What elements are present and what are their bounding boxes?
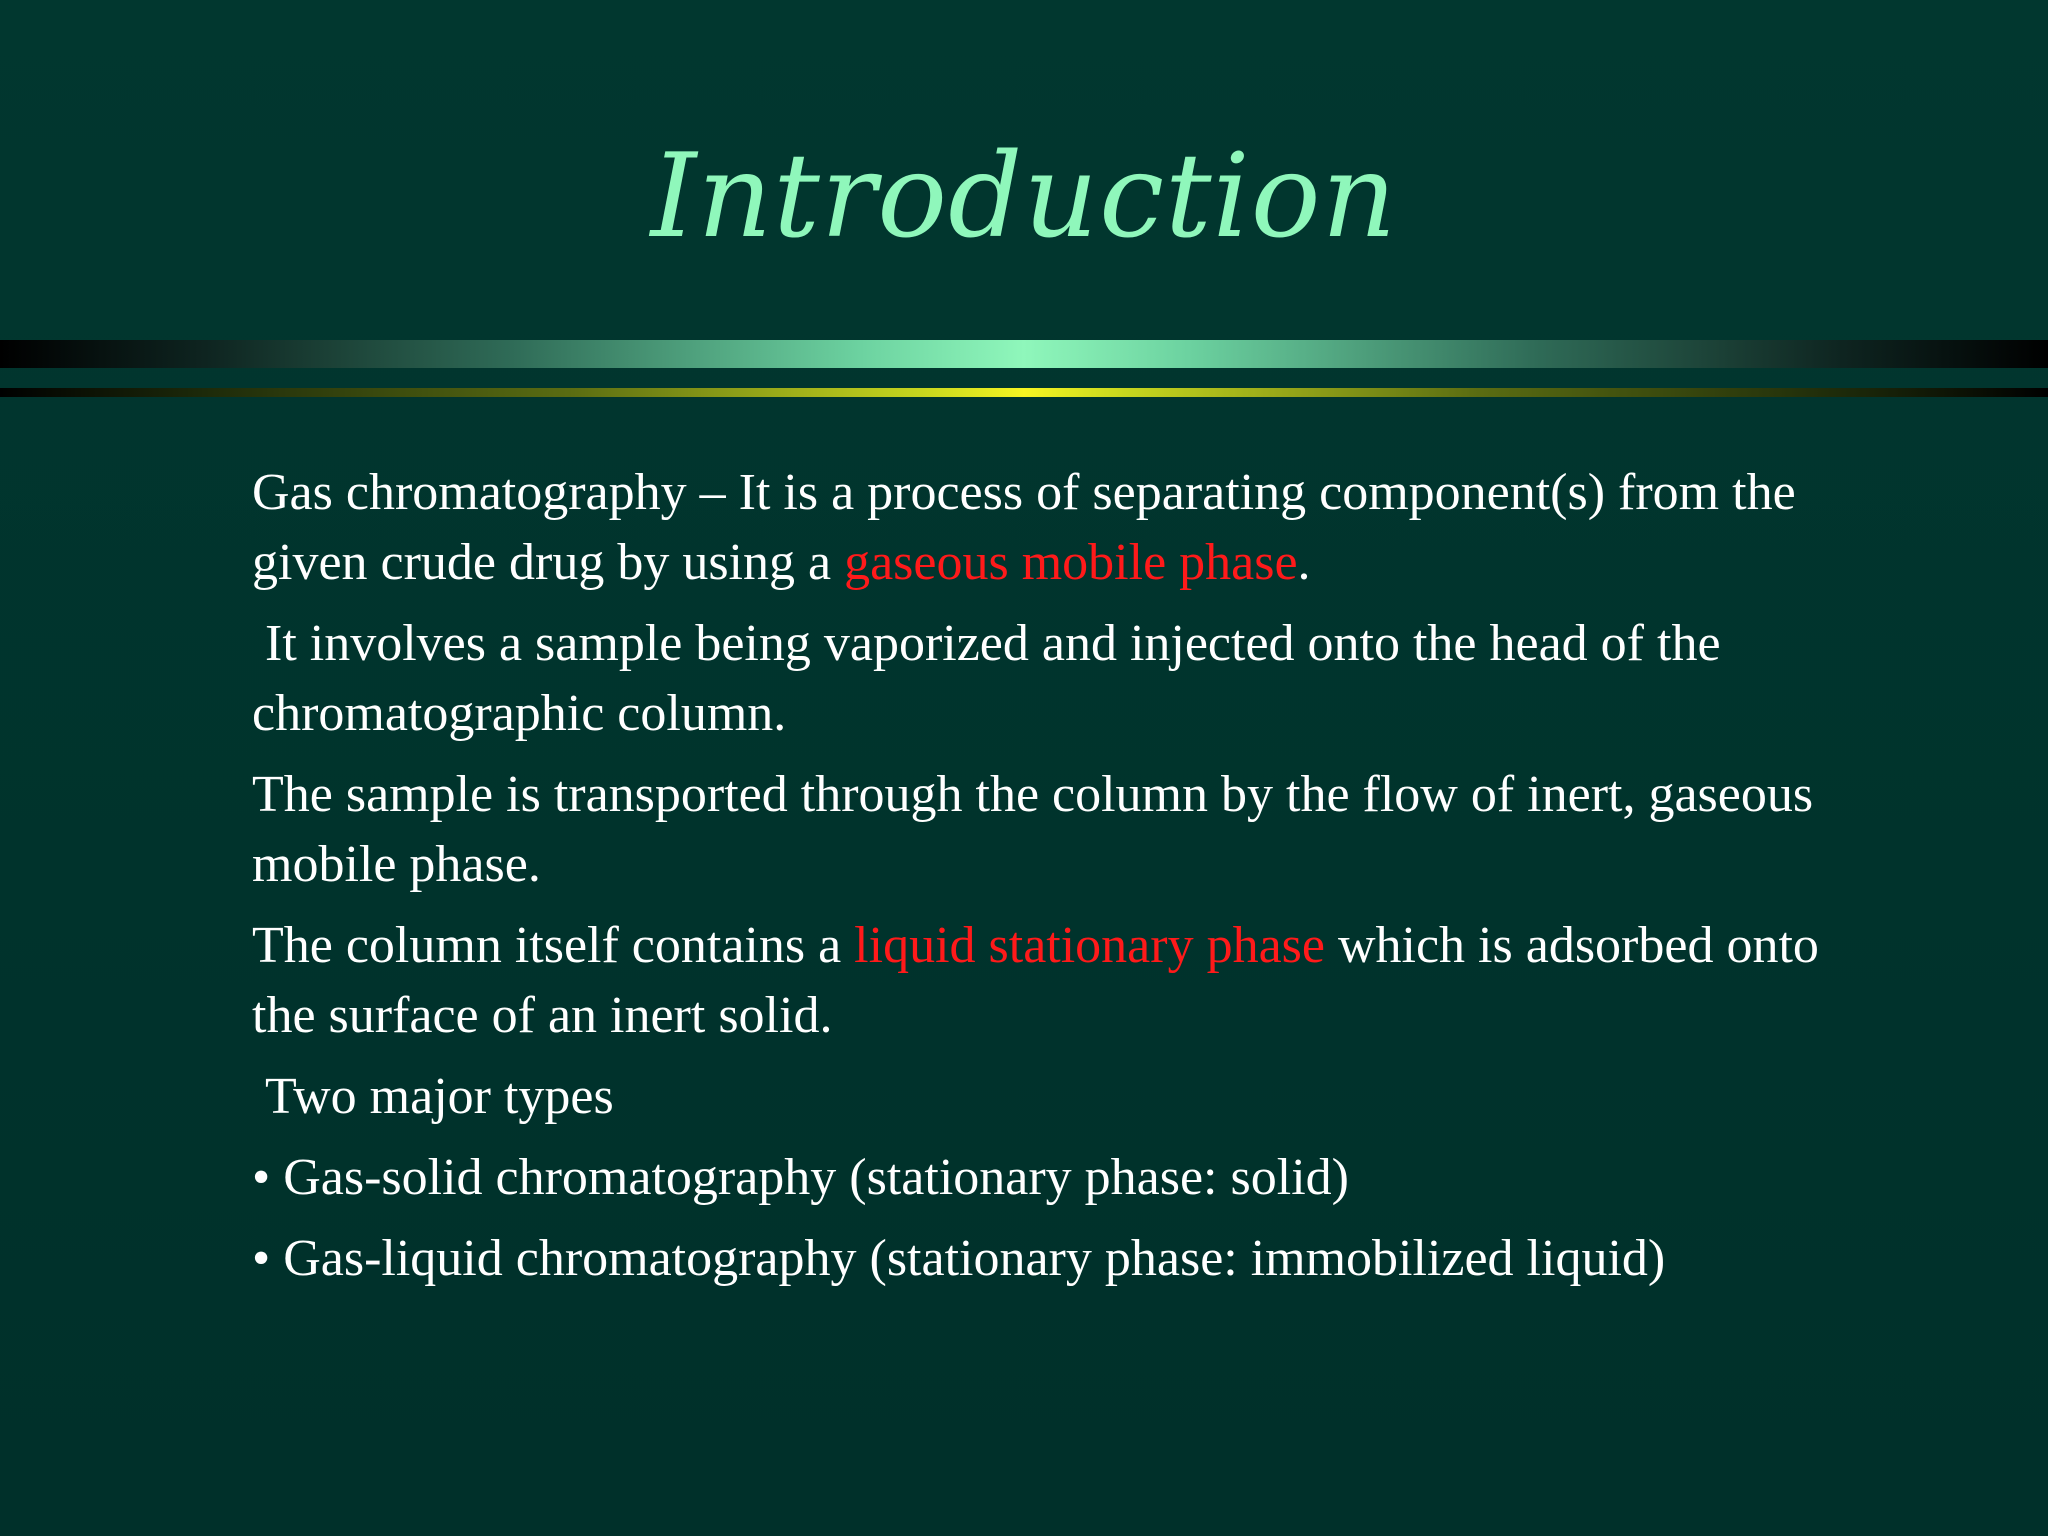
title-divider-bar	[0, 340, 2048, 368]
paragraph-injection: It involves a sample being vaporized and injected onto the head of the chromatographic column.	[252, 615, 1734, 742]
paragraph-types-heading: Two major types	[252, 1068, 614, 1125]
bullet-gas-liquid: • Gas-liquid chromatography (stationary phase: immobilized liquid)	[252, 1230, 1666, 1287]
slide-title: Introduction	[650, 129, 1398, 264]
definition-end: .	[1297, 534, 1311, 591]
title-divider-line	[0, 388, 2048, 397]
paragraph-transport: The sample is transported through the column by the flow of inert, gaseous mobile phase.	[252, 766, 1814, 893]
bullet-gas-solid: • Gas-solid chromatography (stationary phase: solid)	[252, 1149, 1349, 1206]
paragraph-column	[252, 911, 1892, 1051]
highlight-liquid-stationary-phase: liquid stationary phase	[854, 917, 1325, 974]
definition-text: Gas chromatography – It is a process of separating component(s) from the given crude drug by using a	[252, 464, 1796, 591]
column-text: The column itself contains a	[252, 917, 855, 974]
paragraph-definition	[252, 458, 1892, 598]
highlight-gaseous-mobile-phase: gaseous mobile phase	[844, 534, 1298, 591]
slide-body	[252, 458, 1892, 1305]
column-text-end: which is adsorbed onto the surface of an inert solid.	[252, 917, 1819, 1044]
